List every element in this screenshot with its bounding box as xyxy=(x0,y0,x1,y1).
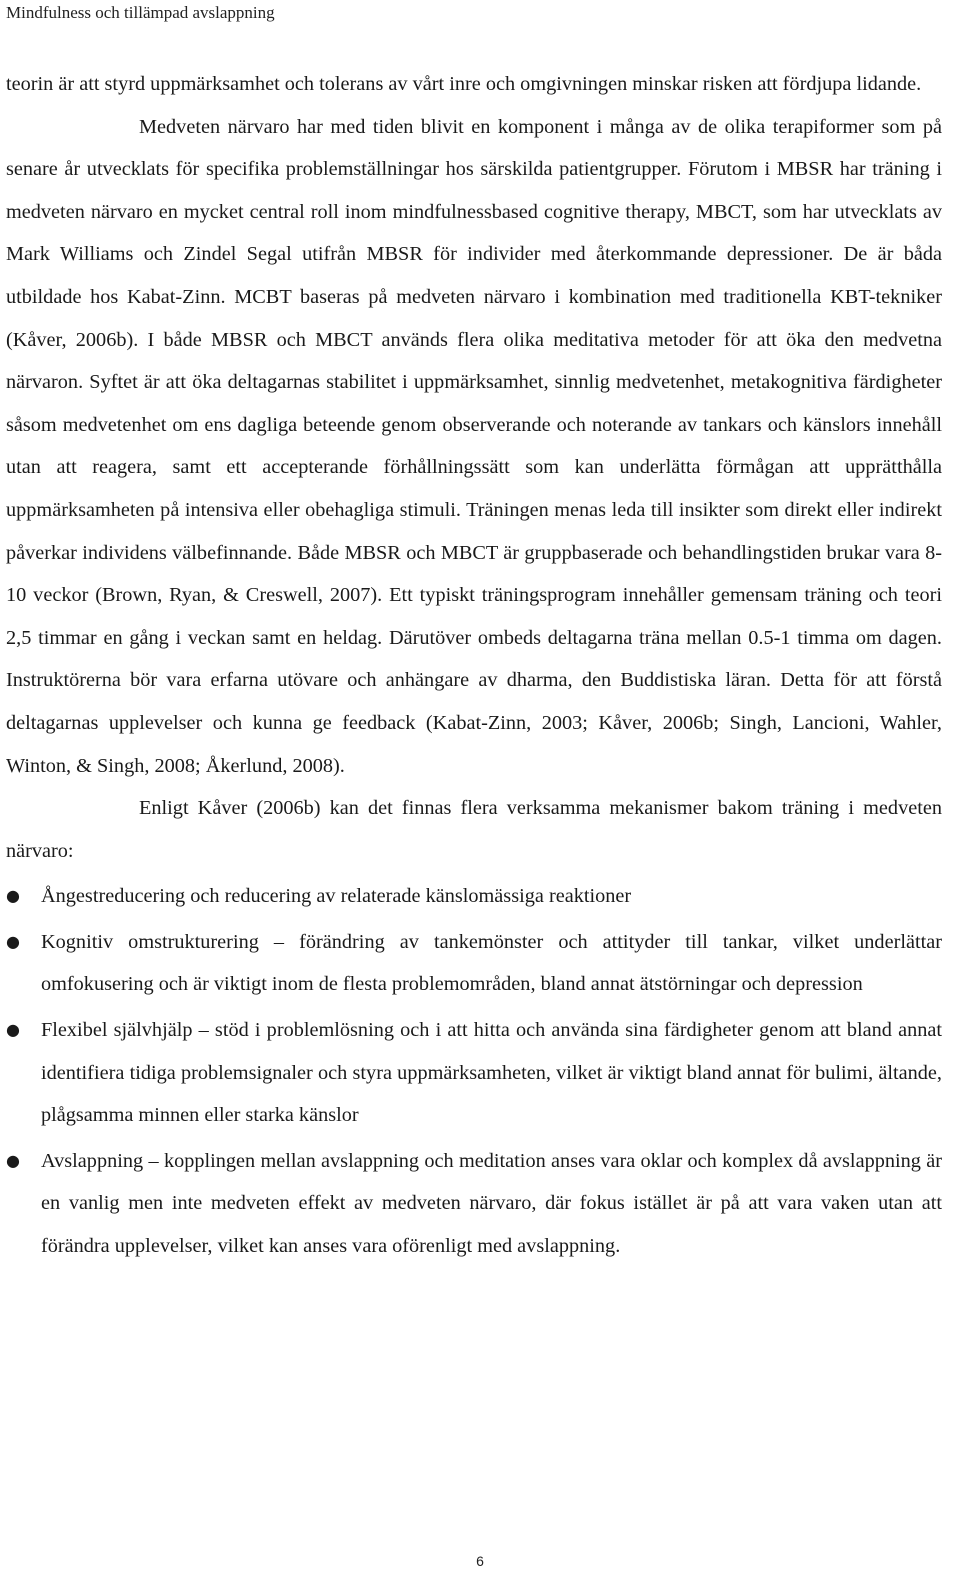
list-item xyxy=(6,1009,942,1137)
document-body xyxy=(6,63,942,1268)
mechanism-list xyxy=(6,875,942,1267)
page-number: 6 xyxy=(476,1553,484,1569)
list-item-text: Avslappning – kopplingen mellan avslappning och meditation anses vara oklar och komplex då avslappning är en vanlig men inte medveten effekt av medveten närvaro, där fokus istället är på att vara vaken utan att förändra upplevelser, vilket kan anses vara oförenligt med avslappning. xyxy=(41,1149,942,1258)
running-header: Mindfulness och tillämpad avslappning xyxy=(6,3,275,22)
paragraph-mekanismer-intro: Enligt Kåver (2006b) kan det finnas flera verksamma mekanismer bakom träning i medveten närvaro: xyxy=(6,797,942,862)
list-item xyxy=(6,1140,942,1268)
bullet-icon: ● xyxy=(6,886,20,906)
list-item xyxy=(6,921,942,1006)
list-item-text: Kognitiv omstrukturering – förändring av tankemönster och attityder till tankar, vilket underlättar omfokusering och är viktigt inom de flesta problemområden, bland annat ätstörningar och depression xyxy=(41,930,942,996)
bullet-icon: ● xyxy=(6,931,20,951)
list-item xyxy=(6,875,942,918)
bullet-icon: ● xyxy=(6,1150,20,1170)
list-item-text: Ångestreducering och reducering av relaterade känslomässiga reaktioner xyxy=(41,885,632,908)
paragraph-continuation: teorin är att styrd uppmärksamhet och tolerans av vårt inre och omgivningen minskar risken att fördjupa lidande. xyxy=(6,73,922,95)
list-item-text: Flexibel självhjälp – stöd i problemlösning och i att hitta och använda sina färdigheter genom att bland annat identifiera tidiga problemsignaler och styra uppmärksamheten, vilket är viktigt bland annat för bulimi, ältande, plågsamma minnen eller starka känslor xyxy=(41,1019,942,1127)
paragraph-medveten-narvaro: Medveten närvaro har med tiden blivit en komponent i många av de olika terapiformer som på senare år utvecklats för specifika problemställningar hos särskilda patientgrupper. Förutom i MBSR har träning i medveten närvaro en mycket central roll inom mindfulnessbased cognitive therapy, MBCT, som har utvecklats av Mark Williams och Zindel Segal utifrån MBSR för individer med återkommande depressioner. De är båda utbildade hos Kabat-Zinn. MCBT baseras på medveten närvaro i kombination med traditionella KBT-tekniker (Kåver, 2006b). I både MBSR och MBCT används flera olika meditativa metoder för att öka den medvetna närvaron. Syftet är att öka deltagarnas stabilitet i uppmärksamhet, sinnlig medvetenhet, metakognitiva färdigheter såsom medvetenhet om ens dagliga beteende genom observerande och noterande av tankars och känslors innehåll utan att reagera, samt ett accepterande förhållningssätt som kan underlätta förmågan att upprätthålla uppmärksamheten på intensiva eller obehagliga stimuli. Träningen menas leda till insikter som direkt eller indirekt påverkar individens välbefinnande. Både MBSR och MBCT är gruppbaserade och behandlingstiden brukar vara 8-10 veckor (Brown, Ryan, & Creswell, 2007). Ett typiskt träningsprogram innehåller gemensam träning och teori 2,5 timmar en gång i veckan samt en heldag. Därutöver ombeds deltagarna träna mellan 0.5-1 timma om dagen. Instruktörerna bör vara erfarna utövare och anhängare av dharma, den Buddistiska läran. Detta för att förstå deltagarnas upplevelser och kunna ge feedback (Kabat-Zinn, 2003; Kåver, 2006b; Singh, Lancioni, Wahler, Winton, & Singh, 2008; Åkerlund, 2008). xyxy=(6,115,942,777)
bullet-icon: ● xyxy=(6,1020,20,1040)
